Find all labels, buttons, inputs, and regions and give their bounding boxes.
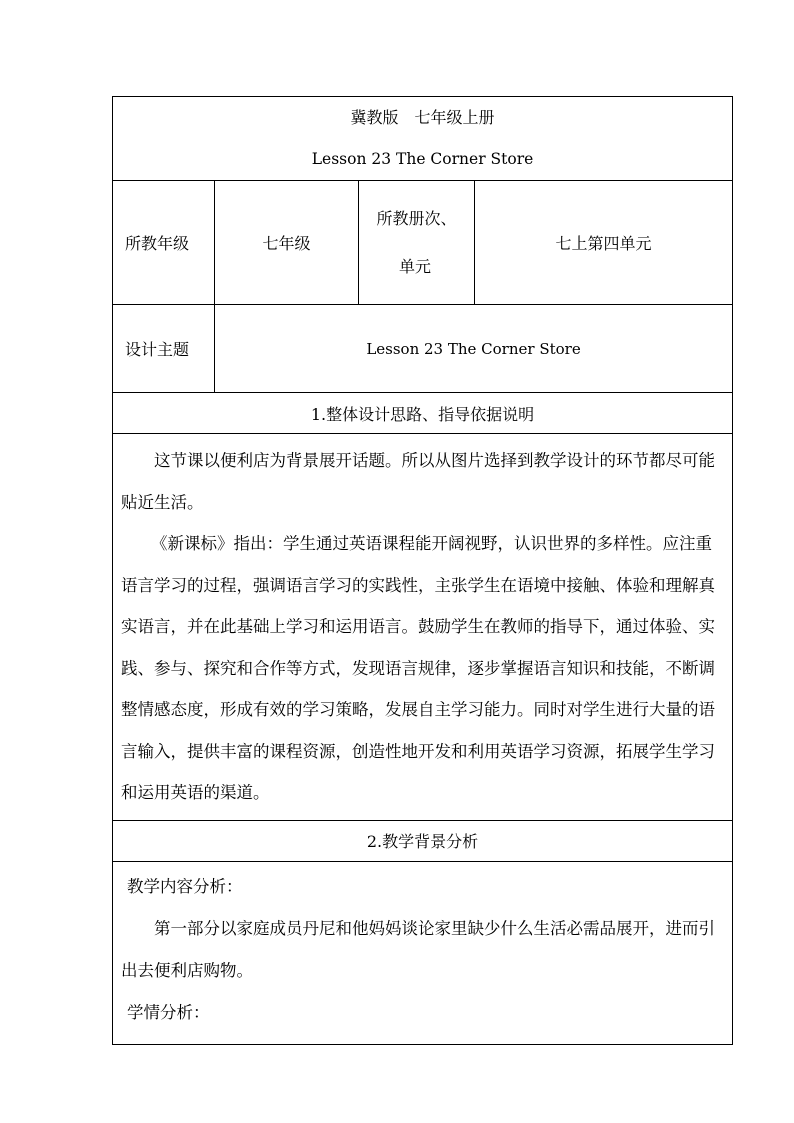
section1-paragraph1: 这节课以便利店为背景展开话题。所以从图片选择到教学设计的环节都尽可能贴近生活。 — [121, 451, 715, 512]
volume-label-line2: 单元 — [399, 256, 432, 276]
section1-heading: 1.整体设计思路、指导依据说明 — [113, 393, 733, 434]
content-analysis-label: 教学内容分析： — [127, 876, 243, 896]
section1-body — [113, 434, 733, 821]
volume-label-line1: 所教册次、 — [376, 208, 457, 228]
volume-value: 七上第四单元 — [475, 181, 733, 305]
grade-label: 所教年级 — [113, 181, 215, 305]
theme-value: Lesson 23 The Corner Store — [215, 305, 733, 393]
grade-value: 七年级 — [215, 181, 359, 305]
volume-label — [359, 181, 475, 305]
content-analysis-text: 第一部分以家庭成员丹尼和他妈妈谈论家里缺少什么生活必需品展开，进而引出去便利店购物。 — [121, 918, 715, 980]
lesson-title: Lesson 23 The Corner Store — [311, 150, 534, 168]
section1-paragraph2: 《新课标》指出：学生通过英语课程能开阔视野，认识世界的多样性。应注重语言学习的过程，强调语言学习的实践性，主张学生在语境中接触、体验和理解真实语言，并在此基础上学习和运用语言。鼓励学生在教师的指导下，通过体验、实践、参与、探究和合作等方式，发现语言规律，逐步掌握语言知识和技能，不断调整情感态度，形成有效的学习策略，发展自主学习能力。同时对学生进行大量的语言输入，提供丰富的课程资源，创造性地开发和利用英语学习资源，拓展学生学习和运用英语的渠道。 — [121, 534, 715, 802]
title-cell — [113, 97, 733, 181]
section2-heading: 2.教学背景分析 — [113, 820, 733, 861]
theme-label: 设计主题 — [113, 305, 215, 393]
section2-body — [113, 861, 733, 1044]
textbook-title: 冀教版 七年级上册 — [350, 108, 495, 127]
learner-analysis-label: 学情分析： — [127, 1002, 210, 1022]
lesson-plan-table — [112, 96, 733, 1045]
